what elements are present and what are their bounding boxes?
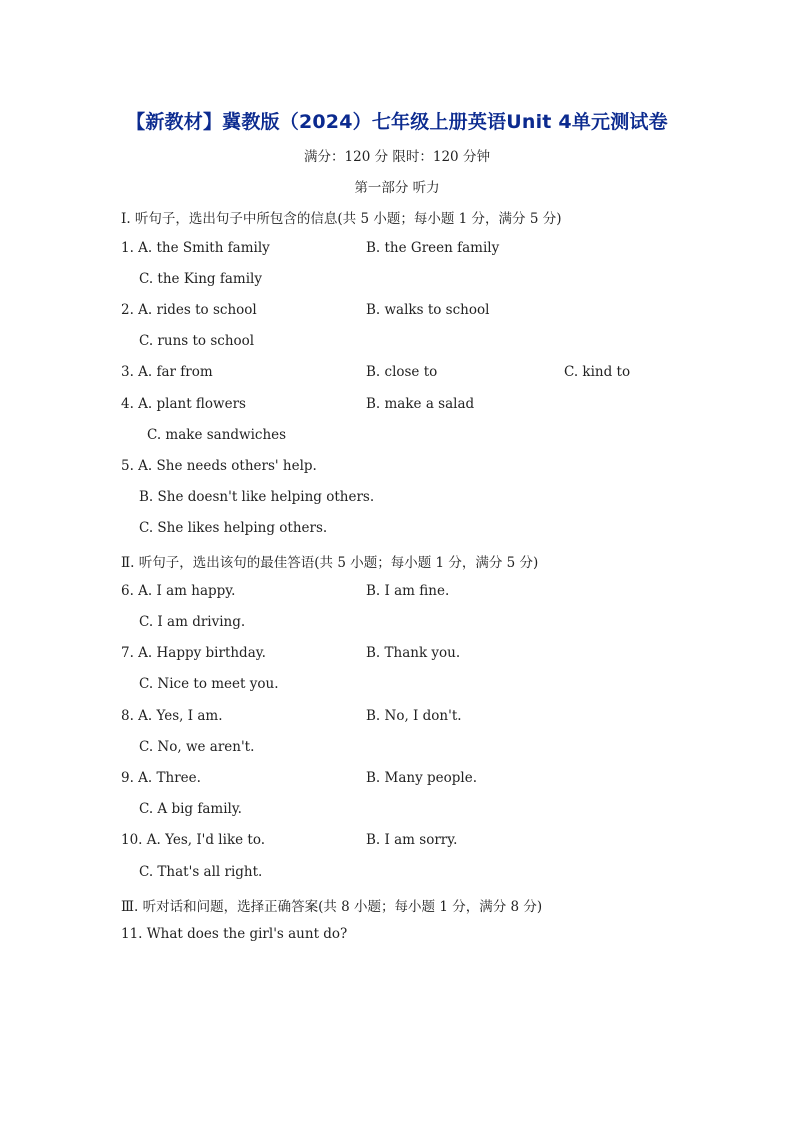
section-heading-2: Ⅱ. 听句子，选出该句的最佳答语(共 5 小题；每小题 1 分，满分 5 分) bbox=[121, 555, 539, 571]
q1-option-a: 1. A. the Smith family bbox=[121, 240, 270, 256]
q9-option-a: 9. A. Three. bbox=[121, 770, 201, 786]
q4-option-c: C. make sandwiches bbox=[147, 427, 287, 443]
q8-option-b: B. No, I don't. bbox=[366, 708, 462, 724]
q10-option-a: 10. A. Yes, I'd like to. bbox=[121, 832, 266, 848]
q1-option-c: C. the King family bbox=[139, 271, 262, 287]
q9-option-b: B. Many people. bbox=[366, 770, 477, 786]
q2-option-c: C. runs to school bbox=[139, 333, 255, 349]
q10-option-b: B. I am sorry. bbox=[366, 832, 458, 848]
q2-option-a: 2. A. rides to school bbox=[121, 302, 257, 318]
q4-option-b: B. make a salad bbox=[366, 396, 475, 412]
q10-option-c: C. That's all right. bbox=[139, 864, 263, 880]
exam-info: 满分：120 分 限时：120 分钟 bbox=[304, 149, 490, 165]
part-title: 第一部分 听力 bbox=[354, 180, 440, 196]
q5-option-b: B. She doesn't like helping others. bbox=[139, 489, 375, 505]
q6-option-a: 6. A. I am happy. bbox=[121, 583, 236, 599]
section-heading-1: Ⅰ. 听句子，选出句子中所包含的信息(共 5 小题；每小题 1 分，满分 5 分) bbox=[121, 211, 562, 227]
q3-option-b: B. close to bbox=[366, 364, 438, 380]
q3-option-c: C. kind to bbox=[564, 364, 631, 380]
q8-option-a: 8. A. Yes, I am. bbox=[121, 708, 223, 724]
q7-option-c: C. Nice to meet you. bbox=[139, 676, 279, 692]
section-heading-3: Ⅲ. 听对话和问题，选择正确答案(共 8 小题；每小题 1 分，满分 8 分) bbox=[121, 899, 543, 915]
q6-option-b: B. I am fine. bbox=[366, 583, 450, 599]
q11-stem: 11. What does the girl's aunt do? bbox=[121, 926, 348, 942]
q6-option-c: C. I am driving. bbox=[139, 614, 246, 630]
q5-option-c: C. She likes helping others. bbox=[139, 520, 328, 536]
page-title: 【新教材】冀教版（2024）七年级上册英语Unit 4单元测试卷 bbox=[126, 111, 668, 133]
q9-option-c: C. A big family. bbox=[139, 801, 242, 817]
q2-option-b: B. walks to school bbox=[366, 302, 490, 318]
q7-option-b: B. Thank you. bbox=[366, 645, 461, 661]
q8-option-c: C. No, we aren't. bbox=[139, 739, 255, 755]
q4-option-a: 4. A. plant flowers bbox=[121, 396, 246, 412]
q7-option-a: 7. A. Happy birthday. bbox=[121, 645, 266, 661]
q1-option-b: B. the Green family bbox=[366, 240, 500, 256]
q3-option-a: 3. A. far from bbox=[121, 364, 213, 380]
q5-option-a: 5. A. She needs others' help. bbox=[121, 458, 317, 474]
